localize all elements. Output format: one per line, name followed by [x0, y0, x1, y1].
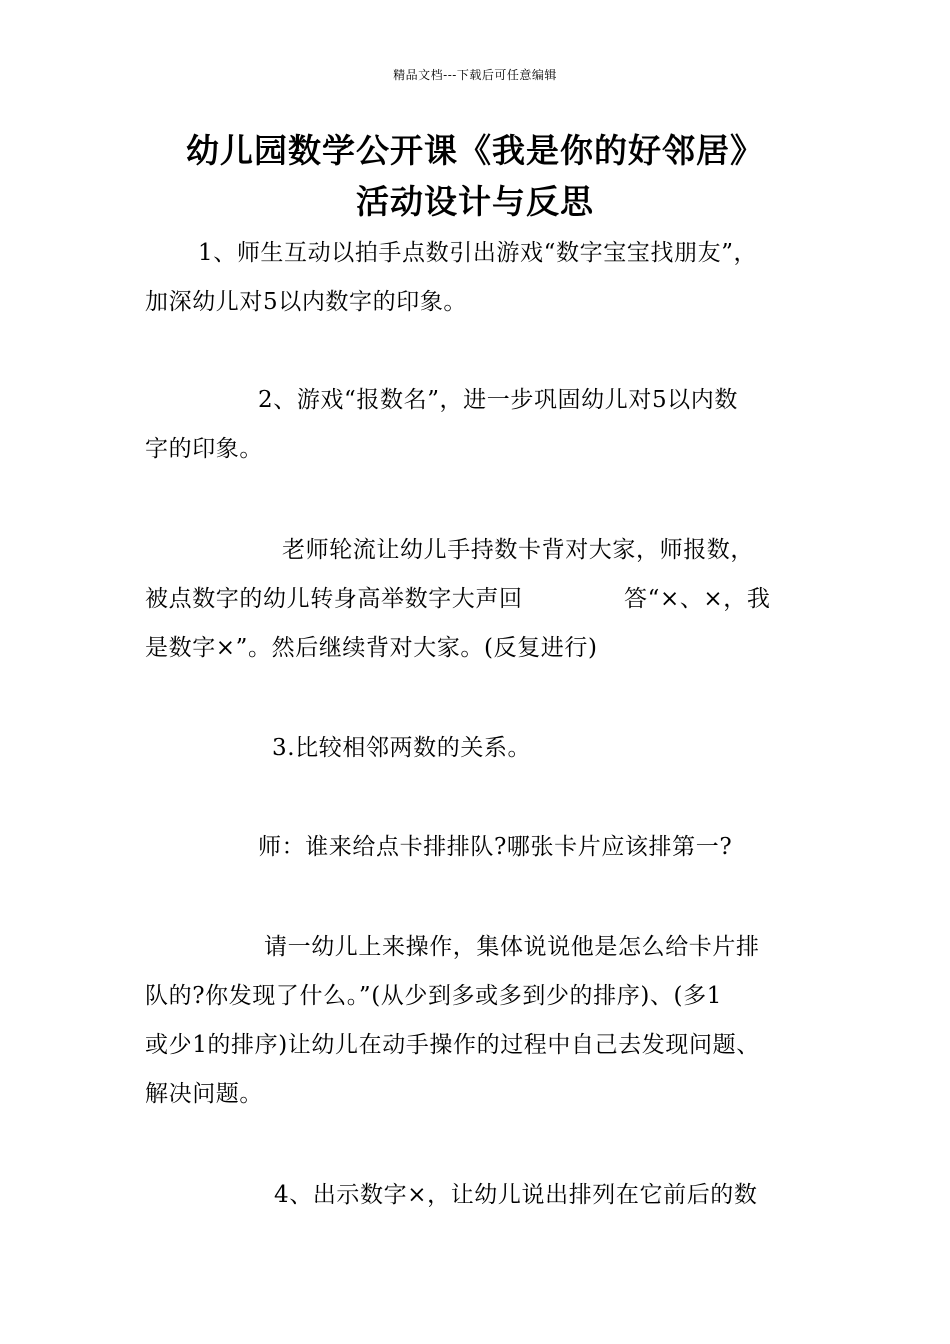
document-title-line-2: 活动设计与反思	[356, 182, 594, 221]
paragraph-2-line-2: 字的印象。	[145, 436, 263, 462]
paragraph-1-line-1: 1、师生互动以拍手点数引出游戏“数字宝宝找朋友”，	[198, 240, 758, 266]
paragraph-1-line-2: 加深幼儿对5以内数字的印象。	[145, 289, 468, 315]
paragraph-7-line-1: 4、出示数字×，让幼儿说出排列在它前后的数	[274, 1182, 758, 1208]
paragraph-2-line-1: 2、游戏“报数名”，进一步巩固幼儿对5以内数	[258, 387, 738, 413]
paragraph-6-line-3: 或少1的排序)让幼儿在动手操作的过程中自己去发现问题、	[145, 1032, 760, 1058]
paragraph-3-line-1: 老师轮流让幼儿手持数卡背对大家，师报数，	[282, 537, 754, 563]
paragraph-6-line-2: 队的?你发现了什么。”(从少到多或多到少的排序)、(多1	[145, 983, 722, 1009]
paragraph-3-line-2: 被点数字的幼儿转身高举数字大声回	[145, 586, 523, 612]
paragraph-4-line-1: 3.比较相邻两数的关系。	[272, 735, 532, 761]
paragraph-3-line-2-cont: 答“×、×，我	[624, 586, 771, 612]
paragraph-3-line-3: 是数字×”。然后继续背对大家。(反复进行)	[145, 635, 598, 661]
paragraph-5-line-1: 师：谁来给点卡排排队?哪张卡片应该排第一?	[258, 834, 733, 860]
paragraph-6-line-4: 解决问题。	[145, 1081, 263, 1107]
paragraph-6-line-1: 请一幼儿上来操作，集体说说他是怎么给卡片排	[264, 934, 760, 960]
document-title-line-1: 幼儿园数学公开课《我是你的好邻居》	[186, 131, 764, 170]
header-note: 精品文档---下载后可任意编辑	[393, 68, 557, 82]
